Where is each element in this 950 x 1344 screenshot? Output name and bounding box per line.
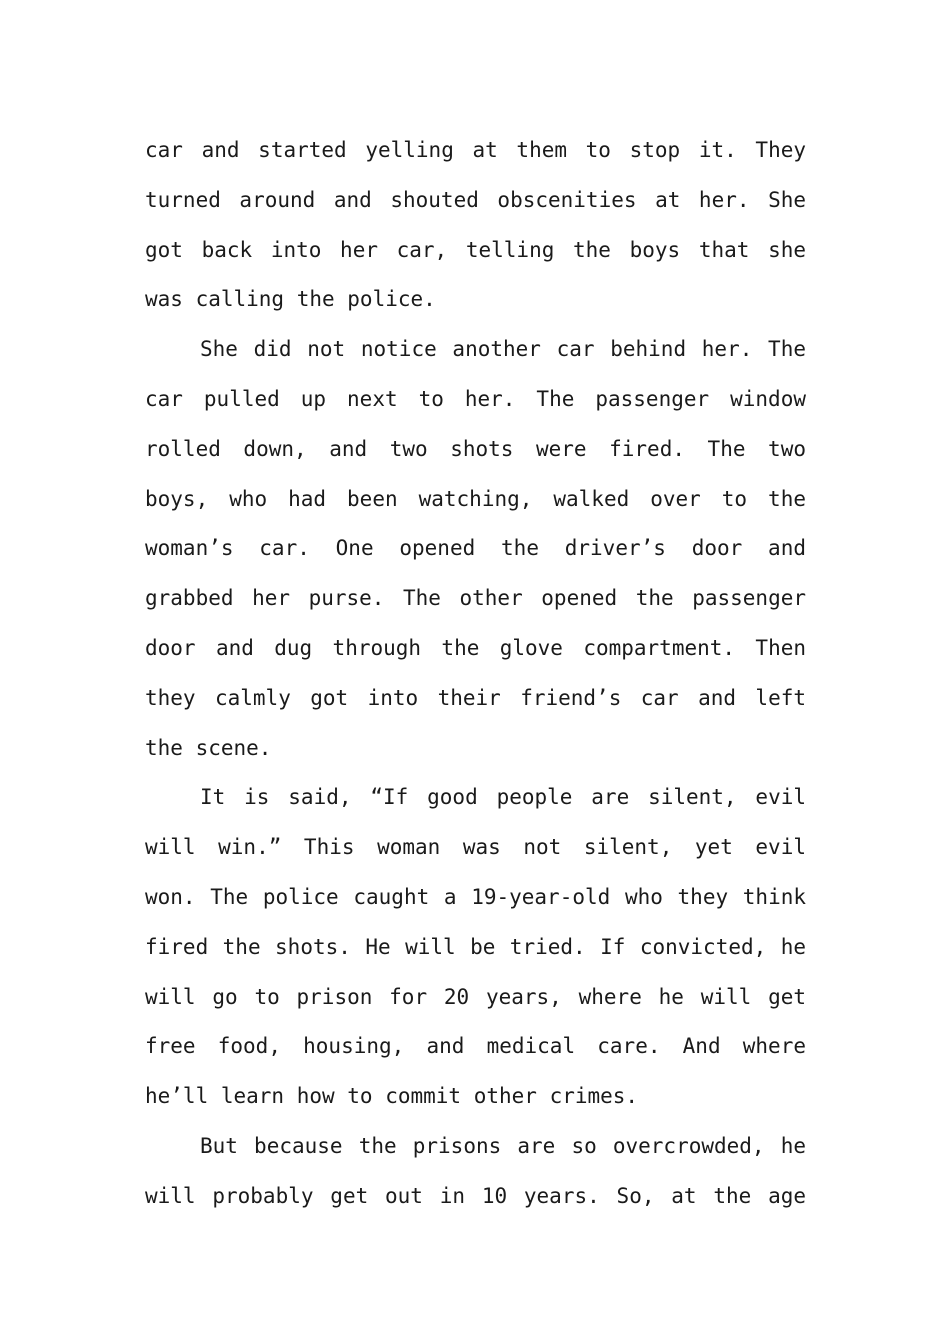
text-line: got back into her car, telling the boys that she [145,237,806,262]
text-line: It is said, “If good people are silent, evil [200,785,806,810]
text-line: the scene. [145,735,272,760]
text-line: will go to prison for 20 years, where he will get [145,984,806,1009]
body-text [145,126,806,1222]
text-line: won. The police caught a 19-year-old who they think [145,884,806,909]
text-line: door and dug through the glove compartment. Then [145,635,806,660]
text-line: free food, housing, and medical care. And where [145,1034,806,1059]
text-line: car and started yelling at them to stop it. They [145,138,806,162]
text-line: he’ll learn how to commit other crimes. [145,1084,639,1109]
text-line: rolled down, and two shots were fired. The two [145,436,806,461]
text-line: was calling the police. [145,287,436,312]
text-line: fired the shots. He will be tried. If convicted, he [145,934,806,959]
text-line: they calmly got into their friend’s car and left [145,685,806,710]
text-line: woman’s car. One opened the driver’s door and [145,536,806,561]
text-line: car pulled up next to her. The passenger window [145,386,806,411]
text-line: will probably get out in 10 years. So, at the age [145,1183,806,1208]
text-line: She did not notice another car behind her. The [200,337,806,362]
text-line: turned around and shouted obscenities at her. She [145,187,806,212]
text-line: grabbed her purse. The other opened the passenger [145,586,806,611]
text-line: But because the prisons are so overcrowded, he [200,1133,806,1158]
text-line: boys, who had been watching, walked over to the [145,486,806,511]
text-line: will win.” This woman was not silent, yet evil [145,835,806,860]
